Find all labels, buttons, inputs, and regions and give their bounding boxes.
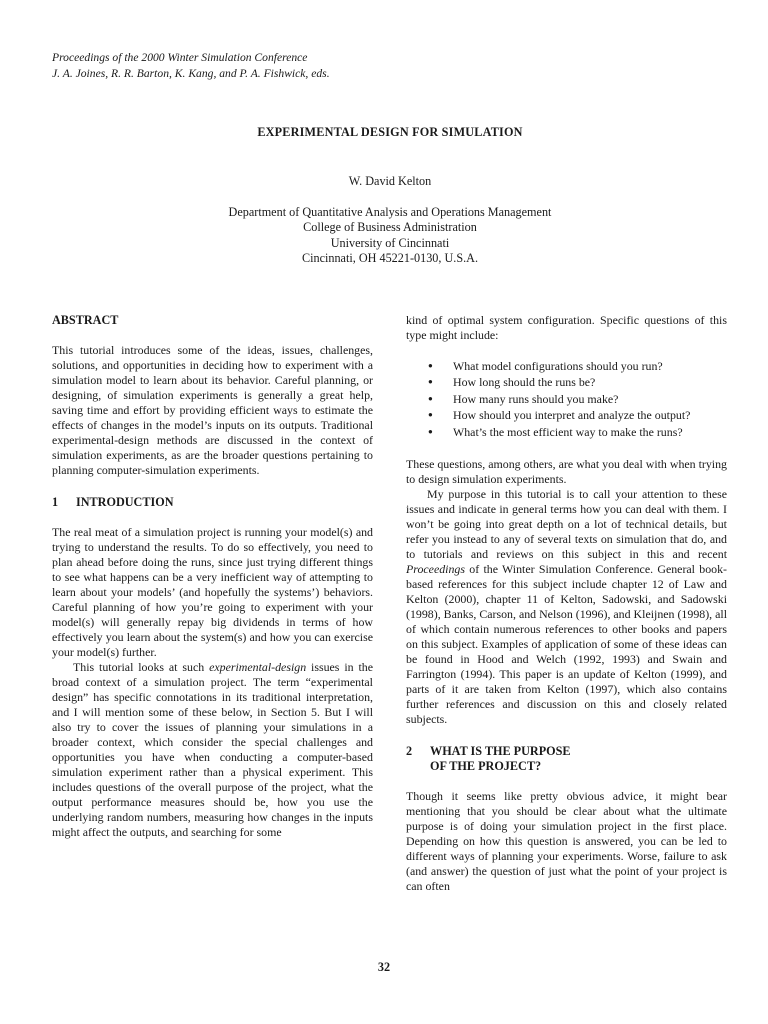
right-paragraph-2: These questions, among others, are what you deal with when trying to design simulation experiments. [406,457,727,487]
section-title [430,744,571,774]
right-paragraph-3 [406,487,727,727]
section-2-heading [406,744,727,774]
list-item: ● What’s the most efficient way to make the runs? [406,424,727,440]
section-title-line: WHAT IS THE PURPOSE [430,744,571,759]
left-column [52,313,373,840]
proceedings-editors: J. A. Joines, R. R. Barton, K. Kang, and P. A. Fishwick, eds. [52,66,330,80]
intro-paragraph-2 [52,660,373,840]
proceedings-header [52,50,330,81]
abstract-heading: ABSTRACT [52,313,119,327]
paper-author: W. David Kelton [348,174,432,188]
section-number: 2 [406,744,413,759]
section-title: INTRODUCTION [76,495,174,509]
list-item: ● What model configurations should you run? [406,358,727,374]
list-item: ● How many runs should you make? [406,391,727,407]
section-title-line: OF THE PROJECT? [430,759,542,774]
text-run: of the Winter Simulation Conference. General book-based references for this subject include chapter 12 of Law and Kelton (2000), chapter 11 of Kelton, Sadowski, and Sadowski (1998), Banks, Carson, and Nelson (1996), and Kleijnen (1998), all of which contain numerous references to other books and papers on this subject. Examples of application of some of these ideas can be found in Hood and Welch (1992, 1993) and Swain and Farrington (1994). This paper is an update of Kelton (1999), and parts of it are taken from Kelton (1997), which also contains further references and discussion on this and closely related subjects. [406,562,727,727]
list-item: ● How long should the runs be? [406,374,727,390]
affiliation-line: College of Business Administration [303,220,477,235]
paper-title: EXPERIMENTAL DESIGN FOR SIMULATION [257,125,523,139]
text-run: My purpose in this tutorial is to call your attention to these issues and indicate in general terms how you can deal with them. I won’t be going into great depth on a lot of technical details, but refer you instead to any of several texts on simulation that do, and to tutorials and reviews on this subject in this and recent [406,487,727,562]
author-affiliation [0,205,768,266]
proceedings-title: Proceedings of the 2000 Winter Simulation Conference [52,51,308,64]
emphasis-text: Proceedings [406,562,465,577]
right-column [406,313,727,894]
text-run: This tutorial looks at such [73,660,210,674]
affiliation-line: Cincinnati, OH 45221-0130, U.S.A. [301,250,479,265]
right-paragraph-1: kind of optimal system configuration. Specific questions of this type might include: [406,313,727,342]
emphasis-text: experimental-design [209,660,307,674]
abstract-text: This tutorial introduces some of the ideas, issues, challenges, solutions, and opportunities in deciding how to experiment with a simulation model to learn about its behavior. Careful planning, or designing, of simulation experiments is generally a great help, saving time and effort by providing efficient ways to estimate the effects of changes in the model’s inputs on its outputs. Traditional experimental-design methods are discussed in the context of simulation experiments, as are the broader questions pertaining to planning computer-simulation experiments. [52,343,373,477]
text-run: issues in the broad context of a simulation project. The term “experimental design” has specific connotations in its traditional interpretation, and I will mention some of these below, in Section 5. But I will also try to cover the issues of planning your simulations in a broader context, which consider the special challenges and opportunities you have when conducting a computer-based simulation experiment rather than a physical experiment. This includes questions of the overall purpose of the project, what the output performance measures should be, how you use the underlying random numbers, measuring how changes in the inputs might affect the outputs, and searching for some [52,660,373,839]
section-1-heading [52,495,373,510]
section-2-paragraph: Though it seems like pretty obvious advice, it might bear mentioning that you should be clear about what the ultimate purpose is of doing your simulation project in the first place. Depending on how this question is answered, you can be led to different ways of planning your experiments. Worse, failure to ask (and answer) the question of just what the point of your project is can often [406,789,727,894]
intro-paragraph-1: The real meat of a simulation project is running your model(s) and trying to understand the results. To do so effectively, you need to plan ahead before doing the runs, since just trying different things to see what happens can be a very inefficient way of attempting to learn about your models’ (and hopefully the systems’) behaviors. Careful planning of how you’re going to experiment with your model(s) will generally repay big dividends in terms of how effectively you learn about the system(s) and how you can exercise your model(s) further. [52,525,373,659]
affiliation-line: Department of Quantitative Analysis and Operations Management [228,205,552,219]
list-item: ● How should you interpret and analyze the output? [406,407,727,423]
page-number: 32 [377,960,391,974]
affiliation-line: University of Cincinnati [330,235,450,250]
question-list [406,358,727,440]
section-number: 1 [52,495,59,509]
